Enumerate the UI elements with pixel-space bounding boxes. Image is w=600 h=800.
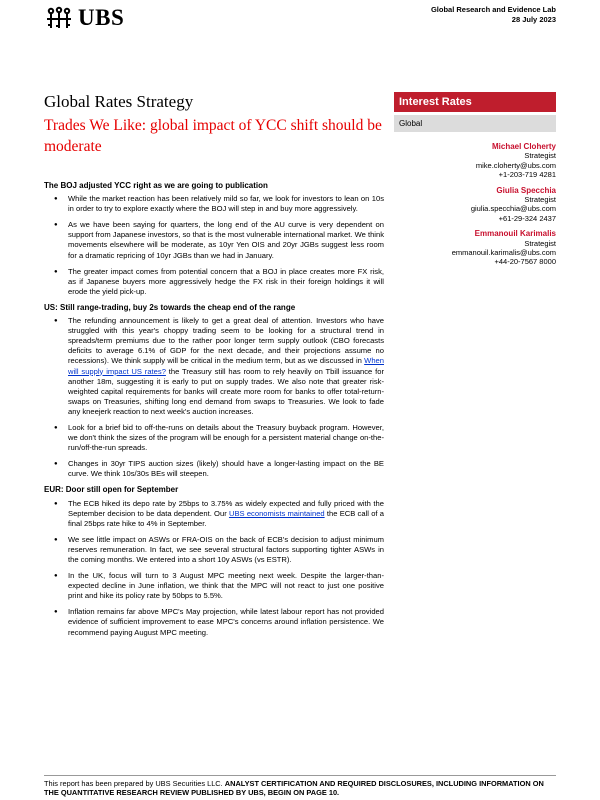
department: Global Research and Evidence Lab bbox=[430, 5, 556, 14]
ubs-keys-icon bbox=[44, 6, 74, 30]
bullet-item: ● While the market reaction has been relatively mild so far, we look for investors to lean on 10s in order to try to explore exactly where the BOJ will step in and buy more aggressively. bbox=[68, 194, 384, 214]
author-role: Strategist bbox=[524, 151, 556, 161]
bullet-item bbox=[68, 316, 384, 417]
section-heading: EUR: Door still open for September bbox=[44, 485, 179, 495]
logo-text: UBS bbox=[78, 5, 125, 30]
bullet-list bbox=[44, 499, 384, 638]
author-phone: +44-20-7567 8000 bbox=[494, 257, 556, 267]
author-name: Emmanouil Karimalis bbox=[474, 229, 556, 239]
author-name: Giulia Specchia bbox=[496, 185, 556, 195]
bullet-text: The ECB hiked its depo rate by 25bps to 3.75% as widely expected and fully priced with the September decision to be data dependent. Our bbox=[68, 498, 384, 518]
bullet-list bbox=[44, 194, 384, 297]
bullet-item bbox=[68, 499, 384, 529]
report-date: 28 July 2023 bbox=[511, 15, 556, 24]
bullet-text: the ECB call of a final 25bps rate hike to 4% in September. bbox=[68, 508, 385, 528]
author-email[interactable]: giulia.specchia@ubs.com bbox=[470, 204, 556, 214]
report-subtitle: Trades We Like: global impact of YCC shift should be moderate bbox=[44, 117, 382, 155]
category-banner: Interest Rates bbox=[394, 92, 556, 112]
section-heading: The BOJ adjusted YCC right as we are going to publication bbox=[44, 181, 268, 190]
footer-text: This report has been prepared by UBS Securities LLC. bbox=[44, 779, 225, 788]
author-phone: +61-29-324 2437 bbox=[498, 213, 556, 223]
ubs-logo bbox=[44, 5, 124, 31]
author-phone: +1-203-719 4281 bbox=[498, 170, 556, 180]
economists-link[interactable]: UBS economists maintained bbox=[228, 508, 325, 518]
bullet-item: ● As we have been saying for quarters, the long end of the AU curve is very dependent on support from Japanese investors, so that is the most vulnerable international market. We think movements elsewhere will be moderate, as 10yr Yen OIS and 20yr JGBs suggest less room for a dramatic repricing of 10yr JGBs than we had in January. bbox=[68, 220, 384, 260]
header-info bbox=[431, 5, 556, 25]
footer-disclaimer bbox=[44, 779, 556, 797]
author-role: Strategist bbox=[524, 195, 556, 205]
author-name: Michael Cloherty bbox=[491, 142, 556, 151]
author bbox=[394, 142, 556, 180]
author-list bbox=[394, 142, 556, 267]
footer-disclosure: ANALYST CERTIFICATION AND REQUIRED DISCLOSURES, INCLUDING INFORMATION ON THE QUANTITATIVE RESEARCH REVIEW PUBLISHED BY UBS, BEGIN ON PAGE 10. bbox=[44, 779, 544, 797]
bullet-item: ● Inflation remains far above MPC's May projection, while latest labour report has not provided evidence of sufficient improvement to ease MPC's concerns around inflation persistence. We recommend paying August MPC meeting. bbox=[68, 607, 384, 637]
bullet-item: ● We see little impact on ASWs or FRA-OIS on the back of ECB's decision to adjust minimum reserves remuneration. In fact, we see several structural factors supporting tighter ASWs in the coming months. We entered into a short 10y ASWs (vs ESTR). bbox=[68, 535, 384, 565]
bullet-item: ● The greater impact comes from potential concern that a BOJ in place creates more FX risk, as if Japanese buyers more aggressively hedge the FX risk in their foreign holdings it will erode the yield pick-up. bbox=[68, 267, 384, 297]
report-body bbox=[44, 181, 384, 644]
section-heading: US: Still range-trading, buy 2s towards the cheap end of the range bbox=[44, 302, 296, 312]
bullet-text: the Treasury still has room to rely heavily on Tbill issuance for another 18m, suggesting it is early to put on supply trades. We also note that greater risk-weighted capital requirements for banks will create more room for banks to offer total-return-swaps on Treasuries, shifting long end demand from swaps to Treasuries. We look to fade any kneejerk reaction to next week's auction increases. bbox=[68, 366, 384, 416]
subcategory-banner: Global bbox=[394, 115, 556, 132]
author bbox=[394, 186, 556, 224]
report-link[interactable]: When will supply impact US rates? bbox=[68, 356, 384, 376]
author-email[interactable]: mike.cloherty@ubs.com bbox=[475, 160, 556, 170]
author-role: Strategist bbox=[524, 238, 556, 248]
footer-divider bbox=[44, 775, 556, 776]
bullet-item: ● Look for a brief bid to off-the-runs on details about the Treasury buyback program. However, we don't think the sizes of the program will be enough for a persistent material change on-the-run/off-the-run spreads. bbox=[68, 423, 384, 453]
bullet-item: ● In the UK, focus will turn to 3 August MPC meeting next week. Despite the larger-than-expected decline in June inflation, we think that the MPC will not react to just one positive print and hike its policy rate by 50bps to 5.5%. bbox=[68, 571, 384, 601]
bullet-list bbox=[44, 316, 384, 479]
author-email[interactable]: emmanouil.karimalis@ubs.com bbox=[451, 248, 556, 258]
sidebar bbox=[394, 92, 556, 273]
author bbox=[394, 229, 556, 267]
report-title: Global Rates Strategy bbox=[44, 92, 194, 111]
bullet-text: The refunding announcement is likely to get a great deal of attention. Investors who have struggled with this year's choppy trading seem to be looking for a structural trend in spreads/term premiums due to the rather poor longer term supply outlook (CBO forecasts deficits to average 6.1% of GDP for the next decade, and their projections assume no recessions). We think supply will be critical in the medium term, but as we discussed in bbox=[68, 316, 384, 366]
bullet-item: ● Changes in 30yr TIPS auction sizes (likely) should have a longer-lasting impact on the BE curve. We think 10s/30s BEs will steepen. bbox=[68, 459, 384, 479]
